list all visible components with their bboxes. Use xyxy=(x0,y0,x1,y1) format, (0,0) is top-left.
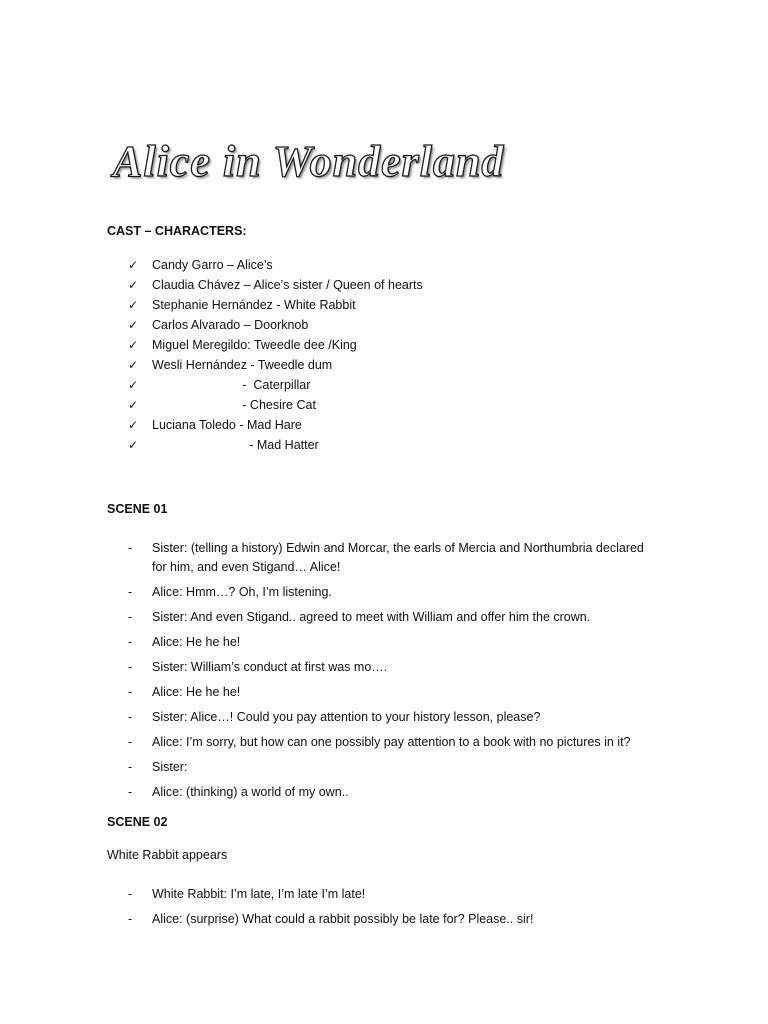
dialogue-text: Alice: Hmm…? Oh, I’m listening. xyxy=(152,585,332,599)
cast-item-text: - Mad Hatter xyxy=(152,438,319,452)
checkmark-icon: ✓ xyxy=(128,378,139,392)
dialogue-line xyxy=(128,733,668,752)
dash-bullet: - xyxy=(128,785,133,799)
cast-item xyxy=(128,375,423,395)
dialogue-line xyxy=(128,783,668,802)
cast-item xyxy=(128,335,423,355)
dialogue-line xyxy=(128,758,668,777)
cast-item xyxy=(128,395,423,415)
dialogue-text: Sister: Alice…! Could you pay attention to your history lesson, please? xyxy=(152,710,541,724)
dialogue-text: Alice: He he he! xyxy=(152,685,241,699)
dash-bullet: - xyxy=(128,887,133,901)
cast-item xyxy=(128,295,423,315)
dialogue-text: Sister: William’s conduct at first was mo…. xyxy=(152,660,388,674)
cast-item-text: Carlos Alvarado – Doorknob xyxy=(152,318,309,332)
cast-item-text: - Chesire Cat xyxy=(152,398,316,412)
scene-02-dialogue xyxy=(128,885,668,935)
scene-01-dialogue xyxy=(128,539,668,808)
checkmark-icon: ✓ xyxy=(128,418,139,432)
dialogue-text: Sister: xyxy=(152,760,188,774)
scene-02-heading: SCENE 02 xyxy=(107,815,168,829)
cast-item-text: Wesli Hernández - Tweedle dum xyxy=(152,358,333,372)
cast-item-text: Miguel Meregildo: Tweedle dee /King xyxy=(152,338,357,352)
dash-bullet: - xyxy=(128,735,133,749)
checkmark-icon: ✓ xyxy=(128,318,139,332)
dash-bullet: - xyxy=(128,685,133,699)
dash-bullet: - xyxy=(128,585,133,599)
cast-heading: CAST – CHARACTERS: xyxy=(107,224,247,238)
cast-item-text: Luciana Toledo - Mad Hare xyxy=(152,418,302,432)
dash-bullet: - xyxy=(128,610,133,624)
cast-item xyxy=(128,355,423,375)
dialogue-text: Sister: (telling a history) Edwin and Morcar, the earls of Mercia and Northumbria declared xyxy=(152,541,644,555)
scene-01-heading: SCENE 01 xyxy=(107,502,168,516)
dash-bullet: - xyxy=(128,635,133,649)
dash-bullet: - xyxy=(128,541,133,555)
checkmark-icon: ✓ xyxy=(128,278,139,292)
checkmark-icon: ✓ xyxy=(128,298,139,312)
dash-bullet: - xyxy=(128,912,133,926)
dialogue-line xyxy=(128,683,668,702)
dialogue-text: Alice: (surprise) What could a rabbit possibly be late for? Please.. sir! xyxy=(152,912,534,926)
cast-item-text: Stephanie Hernández - White Rabbit xyxy=(152,298,356,312)
dialogue-text: Sister: And even Stigand.. agreed to meet with William and offer him the crown. xyxy=(152,610,591,624)
checkmark-icon: ✓ xyxy=(128,258,139,272)
dialogue-line xyxy=(128,583,668,602)
dash-bullet: - xyxy=(128,760,133,774)
dialogue-line xyxy=(128,708,668,727)
dash-bullet: - xyxy=(128,660,133,674)
dialogue-text-continued: for him, and even Stigand… Alice! xyxy=(152,560,341,574)
cast-item xyxy=(128,255,423,275)
dialogue-line xyxy=(128,885,668,904)
checkmark-icon: ✓ xyxy=(128,398,139,412)
dialogue-line xyxy=(128,658,668,677)
dialogue-text: Alice: (thinking) a world of my own.. xyxy=(152,785,349,799)
dash-bullet: - xyxy=(128,710,133,724)
cast-item xyxy=(128,275,423,295)
dialogue-text: White Rabbit: I’m late, I’m late I’m late! xyxy=(152,887,366,901)
cast-item-text: - Caterpillar xyxy=(152,378,311,392)
checkmark-icon: ✓ xyxy=(128,338,139,352)
cast-item xyxy=(128,415,423,435)
cast-item xyxy=(128,315,423,335)
document-title: Alice in Wonderland xyxy=(113,137,505,186)
dialogue-line xyxy=(128,633,668,652)
checkmark-icon: ✓ xyxy=(128,358,139,372)
cast-item xyxy=(128,435,423,455)
cast-item-text: Candy Garro – Alice’s xyxy=(152,258,273,272)
dialogue-text: Alice: He he he! xyxy=(152,635,241,649)
scene-02-intro: White Rabbit appears xyxy=(107,848,228,862)
cast-item-text: Claudia Chávez – Alice’s sister / Queen of hearts xyxy=(152,278,423,292)
dialogue-text: Alice: I’m sorry, but how can one possibly pay attention to a book with no pictures in it? xyxy=(152,735,631,749)
cast-list xyxy=(128,255,423,455)
dialogue-line xyxy=(128,910,668,929)
dialogue-line xyxy=(128,608,668,627)
checkmark-icon: ✓ xyxy=(128,438,139,452)
dialogue-line xyxy=(128,539,668,577)
